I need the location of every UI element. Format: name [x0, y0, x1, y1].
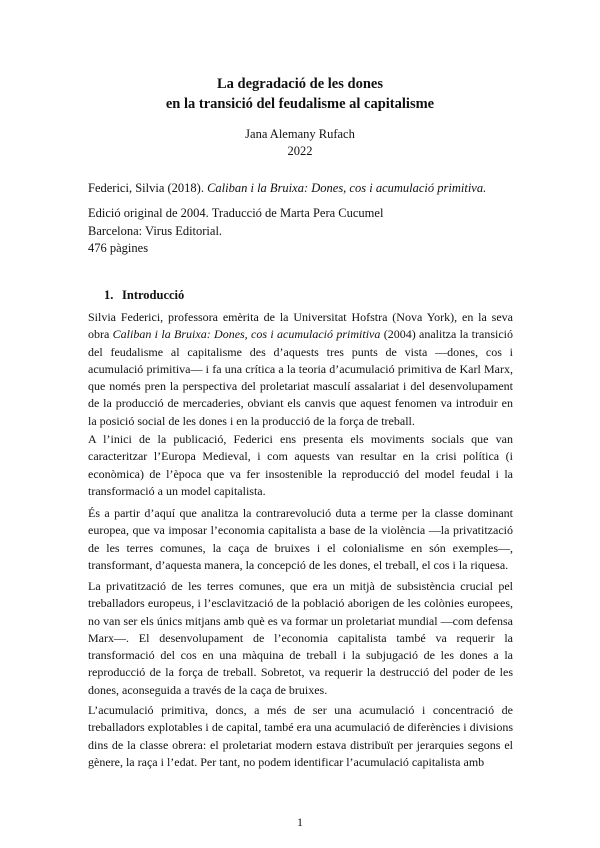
paragraph-4: La privatització de les terres comunes, que era un mitjà de subsistència crucial pel treballadors europeus, i l’esclavització de la població aborigen de les colònies europees, no van ser els únics mitjans amb què es va formar un proletariat mundial —com defensa Marx—. El desenvolupament de l’economia capitalista també va requerir la transformació del cos en una màquina de treball i la subjugació de les dones a la reproducció de la força de treball. Sobretot, va requerir la destrucció del poder de les dones, aconseguida a través de la caça de bruixes.: [88, 579, 513, 697]
title-line-2: en la transició del feudalisme al capitalisme: [165, 96, 435, 112]
paragraph-3: És a partir d’aquí que analitza la contrarevolució duta a terme per la classe dominant europea, que va imposar l’economia capitalista a base de la violència —la privatització de les terres comunes, la caça de bruixes i el colonialisme en són exemples—, transformant, d’aquesta manera, la concepció de les dones, el treball, el cos i la riquesa.: [88, 506, 513, 572]
book-reference: [88, 179, 518, 197]
author-name: Jana Alemany Rufach: [245, 127, 355, 141]
section-number: 1.: [104, 288, 114, 302]
paragraph-1-before: Silvia Federici, professora emèrita de la Universitat Hofstra (Nova York), en la seva obra: [88, 310, 513, 342]
edition-info: Edició original de 2004. Traducció de Marta Pera Cucumel: [88, 206, 384, 220]
section-title: Introducció: [122, 288, 185, 302]
paragraph-2: A l’inici de la publicació, Federici ens presenta els moviments socials que van caracteritzar l’Europa Medieval, i com aquests van resultar en la crisi política (i econòmica) de l’època que va fer insostenible la reproducció del model feudal i la transformació a un model capitalista.: [88, 432, 513, 498]
author-year: 2022: [287, 144, 313, 158]
title-line-1: La degradació de les dones: [217, 76, 383, 92]
paragraph-1: [88, 309, 513, 430]
publisher-info: Barcelona: Virus Editorial.: [88, 223, 223, 238]
paragraph-1-book-title: Caliban i la Bruixa: Dones, cos i acumulació primitiva: [112, 327, 381, 342]
page-number: 1: [297, 815, 303, 829]
document-title: [0, 74, 600, 114]
paragraph-5: L’acumulació primitiva, doncs, a més de ser una acumulació i concentració de treballadors explotables i de capital, també era una acumulació de diferències i divisions dins de la classe obrera: el proletariat modern estava distribuït per jerarquies segons el gènere, la raça i l’edat. Per tant, no podem identificar l’acumulació capitalista amb: [88, 703, 513, 769]
reference-prefix: Federici, Silvia (2018).: [88, 181, 208, 195]
paragraph-1-after: (2004) analitza la transició del feudalisme al capitalisme des d’aquests tres punts de vista —dones, cos i acumulació primitiva— i fa una crítica a la teoria d’acumulació primitiva de Karl Marx, que només pren la perspectiva del proletariat masculí assalariat i del desenvolupament de la producció de mercaderies, obviant els canvis que aquest fenomen va introduir en la posició social de les dones i en la producció de la força de treball.: [88, 327, 513, 428]
page-count: 476 pàgines: [88, 241, 149, 255]
section-heading: [104, 287, 184, 304]
author-block: [0, 126, 600, 160]
book-metadata: [88, 205, 518, 258]
reference-book-title: Caliban i la Bruixa: Dones, cos i acumulació primitiva.: [207, 181, 487, 195]
